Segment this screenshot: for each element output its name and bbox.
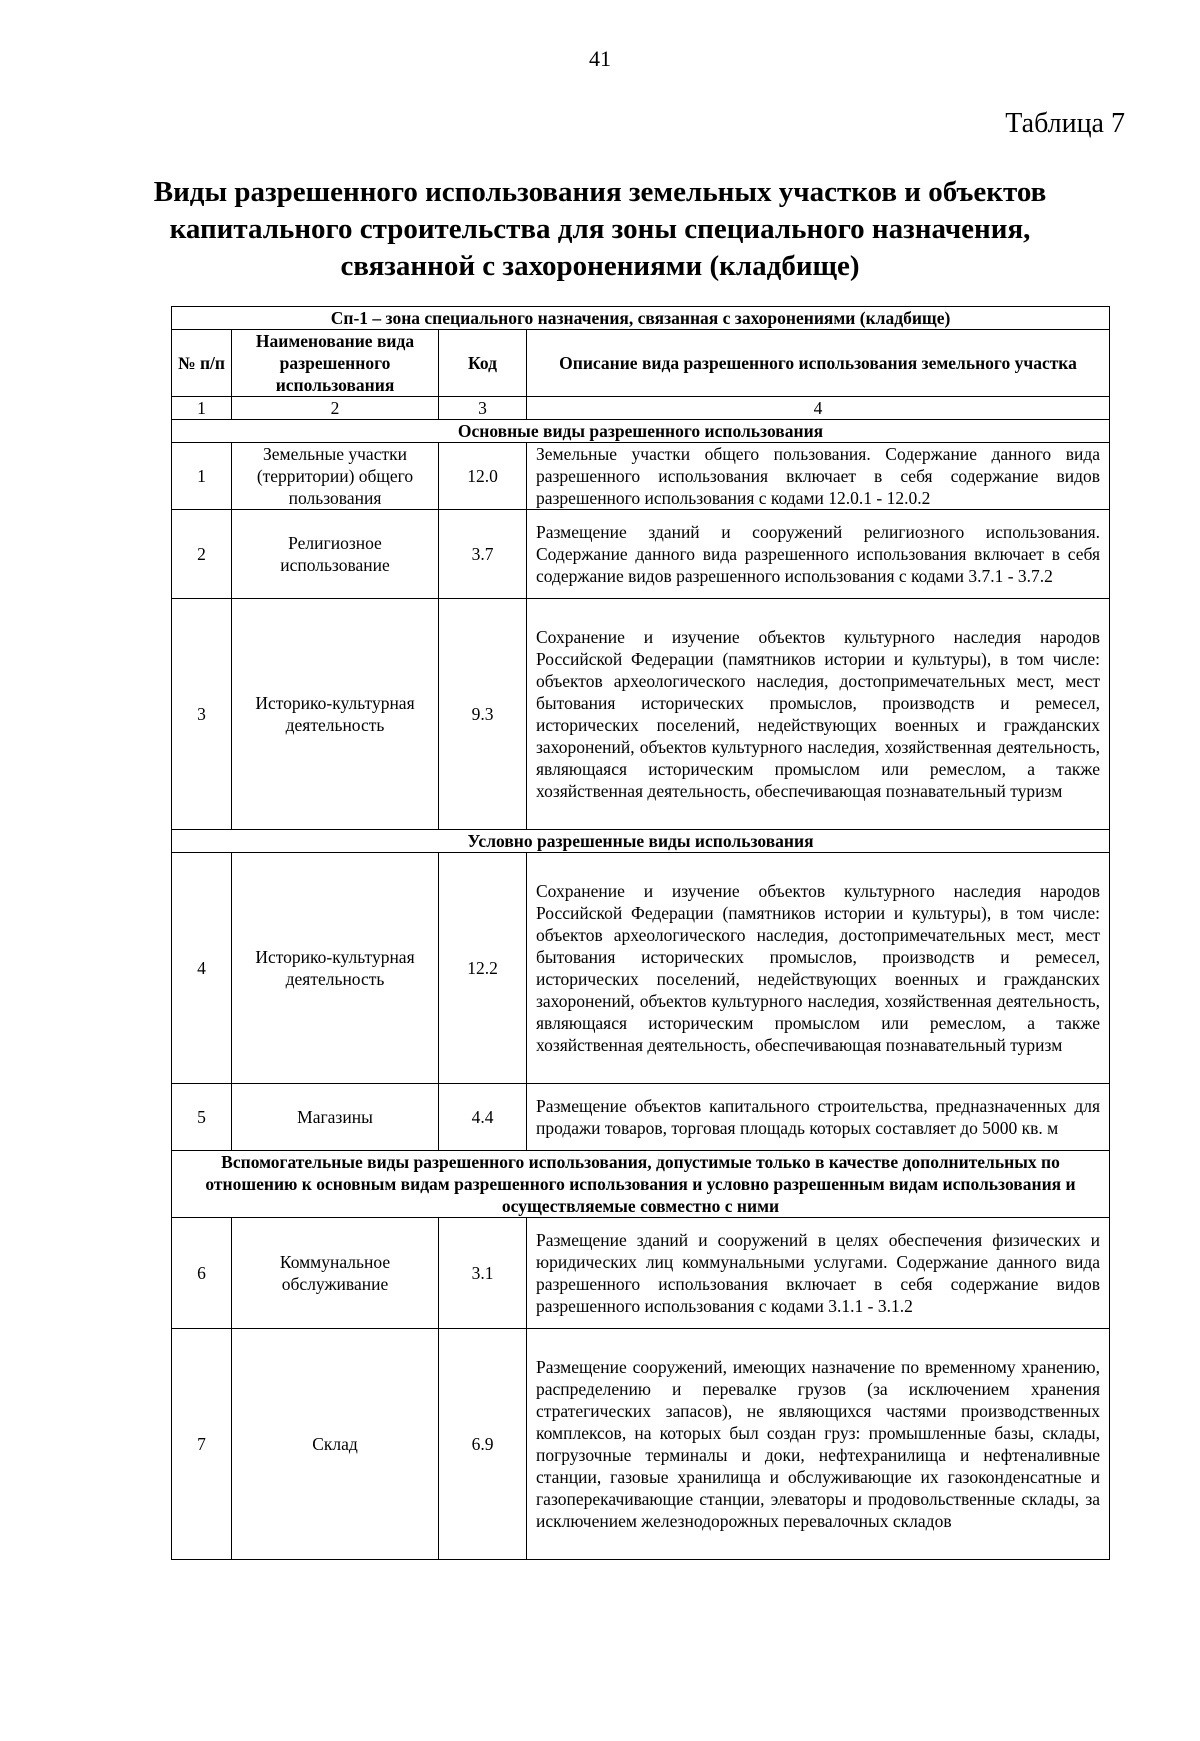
row-num: 6 — [172, 1218, 232, 1329]
header-desc: Описание вида разрешенного использования земельного участка — [527, 330, 1110, 397]
table-row — [172, 443, 1110, 510]
row-code: 3.7 — [439, 510, 527, 599]
section-row-auxiliary — [172, 1151, 1110, 1218]
table-row — [172, 1218, 1110, 1329]
row-code: 4.4 — [439, 1084, 527, 1151]
land-use-table — [171, 306, 1110, 1560]
row-code: 12.0 — [439, 443, 527, 510]
row-code: 3.1 — [439, 1218, 527, 1329]
row-num: 7 — [172, 1329, 232, 1560]
row-name: Магазины — [232, 1084, 439, 1151]
table-row — [172, 599, 1110, 830]
document-title — [150, 174, 1050, 285]
header-code: Код — [439, 330, 527, 397]
row-num: 4 — [172, 853, 232, 1084]
header-num: № п/п — [172, 330, 232, 397]
col-number-1: 1 — [172, 397, 232, 420]
row-desc: Земельные участки общего пользования. Содержание данного вида разрешенного использования включает в себя содержание видов разрешенного использования с кодами 12.0.1 - 12.0.2 — [527, 443, 1110, 510]
zone-header: Сп-1 – зона специального назначения, связанная с захоронениями (кладбище) — [172, 307, 1110, 330]
section-auxiliary: Вспомогательные виды разрешенного использования, допустимые только в качестве дополнительных по отношению к основным видам разрешенного использования и условно разрешенным видам использования и осуществляемые совместно с ними — [172, 1151, 1110, 1218]
row-name: Историко-культурная деятельность — [232, 853, 439, 1084]
table-row — [172, 1329, 1110, 1560]
page-number: 41 — [589, 46, 611, 71]
section-row-conditional — [172, 830, 1110, 853]
row-code: 9.3 — [439, 599, 527, 830]
row-name: Земельные участки (территории) общего пользования — [232, 443, 439, 510]
section-conditional: Условно разрешенные виды использования — [172, 830, 1110, 853]
row-name: Коммунальное обслуживание — [232, 1218, 439, 1329]
col-number-3: 3 — [439, 397, 527, 420]
row-name: Религиозное использование — [232, 510, 439, 599]
zone-header-row — [172, 307, 1110, 330]
table-row — [172, 510, 1110, 599]
row-num: 1 — [172, 443, 232, 510]
col-number-4: 4 — [527, 397, 1110, 420]
row-name: Склад — [232, 1329, 439, 1560]
title-line-2: капитального строительства для зоны специального назначения, — [169, 213, 1031, 245]
table-row — [172, 853, 1110, 1084]
row-num: 3 — [172, 599, 232, 830]
row-desc: Размещение зданий и сооружений в целях обеспечения физических и юридических лиц коммунальными услугами. Содержание данного вида разрешенного использования включает в себя содержание видов разрешенного использования с кодами 3.1.1 - 3.1.2 — [527, 1218, 1110, 1329]
row-num: 5 — [172, 1084, 232, 1151]
title-line-1: Виды разрешенного использования земельных участков и объектов — [153, 176, 1047, 208]
section-main: Основные виды разрешенного использования — [172, 420, 1110, 443]
col-number-2: 2 — [232, 397, 439, 420]
title-line-3: связанной с захоронениями (кладбище) — [340, 250, 860, 282]
row-code: 12.2 — [439, 853, 527, 1084]
row-desc: Сохранение и изучение объектов культурного наследия народов Российской Федерации (памятников истории и культуры), в том числе: объектов археологического наследия, достопримечательных мест, мест бытования исторических промыслов, производств и ремесел, исторических поселений, недействующих военных и гражданских захоронений, объектов культурного наследия, хозяйственная деятельность, являющаяся историческим промыслом или ремеслом, а также хозяйственная деятельность, обеспечивающая познавательный туризм — [527, 599, 1110, 830]
row-desc: Сохранение и изучение объектов культурного наследия народов Российской Федерации (памятников истории и культуры), в том числе: объектов археологического наследия, достопримечательных мест, мест бытования исторических промыслов, производств и ремесел, исторических поселений, недействующих военных и гражданских захоронений, объектов культурного наследия, хозяйственная деятельность, являющаяся историческим промыслом или ремеслом, а также хозяйственная деятельность, обеспечивающая познавательный туризм — [527, 853, 1110, 1084]
column-header-row — [172, 330, 1110, 397]
header-name: Наименование вида разрешенного использования — [232, 330, 439, 397]
row-desc: Размещение сооружений, имеющих назначение по временному хранению, распределению и перевалке грузов (за исключением хранения стратегических запасов), не являющихся частями производственных комплексов, на которых был создан груз: промышленные базы, склады, погрузочные терминалы и доки, нефтехранилища и нефтеналивные станции, газовые хранилища и обслуживающие их газоконденсатные и газоперекачивающие станции, элеваторы и продовольственные склады, за исключением железнодорожных перевалочных складов — [527, 1329, 1110, 1560]
row-desc: Размещение объектов капитального строительства, предназначенных для продажи товаров, торговая площадь которых составляет до 5000 кв. м — [527, 1084, 1110, 1151]
section-row-main — [172, 420, 1110, 443]
row-code: 6.9 — [439, 1329, 527, 1560]
row-num: 2 — [172, 510, 232, 599]
column-number-row — [172, 397, 1110, 420]
row-desc: Размещение зданий и сооружений религиозного использования. Содержание данного вида разрешенного использования включает в себя содержание видов разрешенного использования с кодами 3.7.1 - 3.7.2 — [527, 510, 1110, 599]
row-name: Историко-культурная деятельность — [232, 599, 439, 830]
table-row — [172, 1084, 1110, 1151]
table-label: Таблица 7 — [1005, 108, 1125, 139]
